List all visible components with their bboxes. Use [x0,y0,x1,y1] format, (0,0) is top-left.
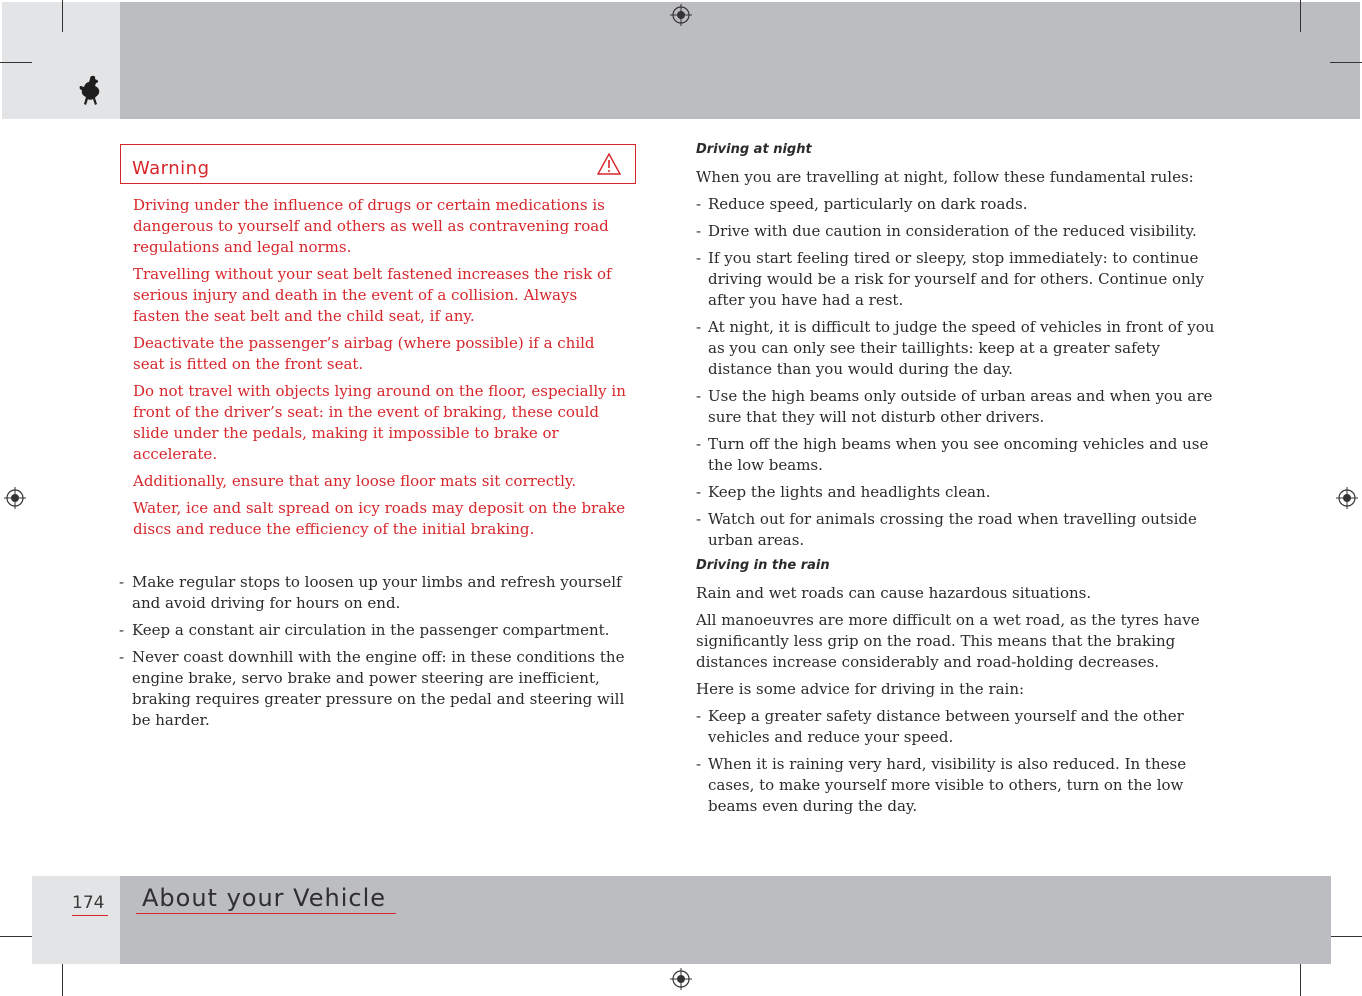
rain-paragraph: Here is some advice for driving in the rain: [696,680,1025,698]
list-item: - Reduce speed, particularly on dark roads. [696,195,1028,213]
warning-paragraph: Deactivate the passenger’s airbag (where possible) if a child seat is fitted on the front seat. [133,334,595,373]
crop-mark [62,0,63,32]
list-item: - Use the high beams only outside of urban areas and when you are sure that they will not disturb other drivers. [696,387,1213,426]
rain-advice-list [696,706,1226,817]
list-item: - Keep a greater safety distance between yourself and the other vehicles and reduce your speed. [696,707,1184,746]
warning-triangle-icon [597,153,621,175]
registration-mark-icon [4,487,26,509]
night-rules-list [696,194,1226,551]
crop-mark [1330,62,1362,63]
list-item: - Keep the lights and headlights clean. [696,483,991,501]
warning-body [133,195,628,546]
rain-paragraph: Rain and wet roads can cause hazardous situations. [696,584,1092,602]
registration-mark-icon [670,4,692,26]
list-item: - Make regular stops to loosen up your limbs and refresh yourself and avoid driving for hours on end. [119,573,622,612]
header-left-band [2,2,120,119]
night-intro: When you are travelling at night, follow these fundamental rules: [696,168,1194,186]
section-title: About your Vehicle [136,884,396,914]
footer-left-band [32,876,120,964]
page-number: 174 [72,893,108,916]
left-advice-list [119,572,629,737]
crop-mark [0,62,32,63]
registration-mark-icon [670,968,692,990]
crop-mark [1300,0,1301,32]
list-item: - Watch out for animals crossing the road when travelling outside urban areas. [696,510,1197,549]
warning-title: Warning [132,158,210,179]
list-item: - If you start feeling tired or sleepy, stop immediately: to continue driving would be a risk for yourself and for others. Continue only after you have had a rest. [696,249,1205,309]
prancing-horse-logo [78,74,102,108]
list-item: - Never coast downhill with the engine off: in these conditions the engine brake, servo brake and power steering are inefficient, braking requires greater pressure on the pedal and steering will be harder. [119,648,625,729]
list-item: - When it is raining very hard, visibility is also reduced. In these cases, to make yourself more visible to others, turn on the low beams even during the day. [696,755,1187,815]
registration-mark-icon [1336,487,1358,509]
crop-mark [1330,936,1362,937]
crop-mark [1300,964,1301,996]
right-column [696,141,1226,823]
crop-mark [0,936,32,937]
warning-paragraph: Additionally, ensure that any loose floor mats sit correctly. [133,472,577,490]
warning-paragraph: Travelling without your seat belt fastened increases the risk of serious injury and death in the event of a collision. Always fasten the seat belt and the child seat, if any. [133,265,612,325]
warning-paragraph: Do not travel with objects lying around on the floor, especially in front of the driver’s seat: in the event of braking, these could slide under the pedals, making it impossible to brake or accelerate. [133,382,626,463]
list-item: - Turn off the high beams when you see oncoming vehicles and use the low beams. [696,435,1209,474]
warning-paragraph: Driving under the influence of drugs or certain medications is dangerous to yourself and others as well as contravening road regulations and legal norms. [133,196,609,256]
night-heading: Driving at night [696,142,812,157]
warning-header [120,144,636,184]
warning-paragraph: Water, ice and salt spread on icy roads may deposit on the brake discs and reduce the efficiency of the initial braking. [133,499,626,538]
rain-heading: Driving in the rain [696,558,830,573]
header-band [120,2,1360,119]
list-item: - Keep a constant air circulation in the passenger compartment. [119,621,610,639]
list-item: - At night, it is difficult to judge the speed of vehicles in front of you as you can only see their taillights: keep at a greater safety distance than you would during the day. [696,318,1215,378]
crop-mark [62,964,63,996]
list-item: - Drive with due caution in consideration of the reduced visibility. [696,222,1197,240]
rain-paragraph: All manoeuvres are more difficult on a wet road, as the tyres have significantly less grip on the road. This means that the braking distances increase considerably and road-holding decreases. [696,611,1200,671]
